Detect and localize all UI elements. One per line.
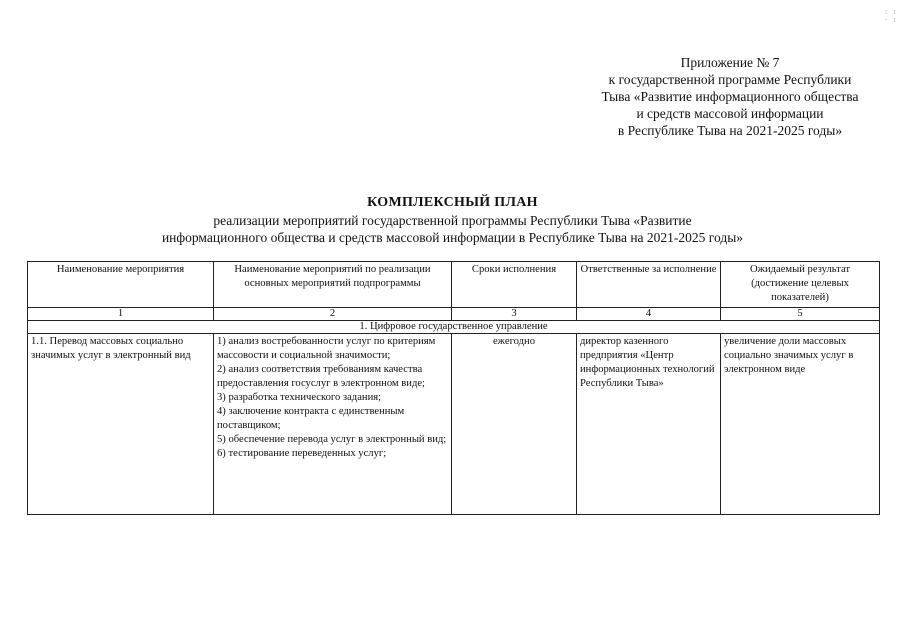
column-header: Наименование мероприятия (28, 262, 214, 308)
steps-cell (214, 334, 452, 515)
column-number: 3 (452, 308, 577, 321)
responsible-cell: директор казенного предприятия «Центр информационных технологий Республики Тыва» (577, 334, 721, 515)
appendix-header (520, 54, 905, 139)
column-number: 1 (28, 308, 214, 321)
deadline-cell: ежегодно (452, 334, 577, 515)
appendix-line: Приложение № 7 (680, 55, 780, 70)
column-number: 5 (721, 308, 880, 321)
step-item: 5) обеспечение перевода услуг в электронный вид; (217, 434, 447, 445)
step-item: 3) разработка технического задания; (217, 392, 382, 403)
section-title: 1. Цифровое государственное управление (28, 321, 880, 334)
step-item: 6) тестирование переведенных услуг; (217, 448, 387, 459)
column-number: 2 (214, 308, 452, 321)
scan-artifact-mark: : : · : (884, 8, 897, 24)
step-item: 2) анализ соответствия требованиям качества предоставления госуслуг в электронном виде; (217, 364, 425, 389)
column-header: Сроки исполнения (452, 262, 577, 308)
appendix-line: в Республике Тыва на 2021-2025 годы» (617, 123, 843, 138)
column-number: 4 (577, 308, 721, 321)
activity-cell: 1.1. Перевод массовых социально значимых услуг в электронный вид (28, 334, 214, 515)
table-header-row (28, 262, 880, 308)
section-row (28, 321, 880, 334)
document-subtitle-line: реализации мероприятий государственной программы Республики Тыва «Развитие (213, 213, 692, 228)
column-header: Ожидаемый результат (достижение целевых показателей) (721, 262, 880, 308)
result-cell: увеличение доли массовых социально значимых услуг в электронном виде (721, 334, 880, 515)
step-item: 4) заключение контракта с единственным поставщиком; (217, 406, 405, 431)
appendix-line: и средств массовой информации (636, 106, 824, 121)
column-number-row (28, 308, 880, 321)
table-row (28, 334, 880, 515)
plan-table (27, 261, 880, 515)
document-heading (0, 194, 905, 246)
column-header: Наименование мероприятий по реализации основных мероприятий подпрограммы (214, 262, 452, 308)
step-item: 1) анализ востребованности услуг по критериям массовости и социальной значимости; (217, 336, 436, 361)
appendix-line: Тыва «Развитие информационного общества (601, 89, 859, 104)
document-subtitle-line: информационного общества и средств массовой информации в Республике Тыва на 2021-2025 годы» (161, 230, 744, 245)
appendix-line: к государственной программе Республики (608, 72, 852, 87)
document-title: КОМПЛЕКСНЫЙ ПЛАН (367, 195, 538, 210)
column-header: Ответственные за исполнение (577, 262, 721, 308)
